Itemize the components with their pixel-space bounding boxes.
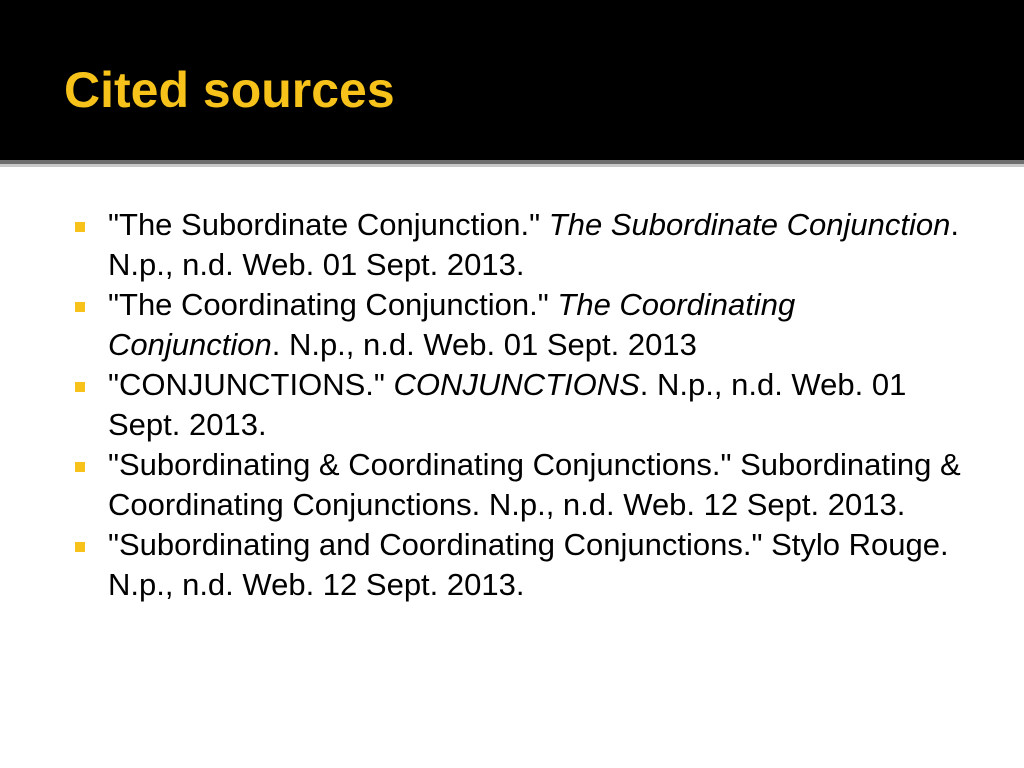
reference-title: CONJUNCTIONS bbox=[393, 367, 640, 402]
reference-text: "The Coordinating Conjunction." bbox=[108, 287, 558, 322]
square-bullet-icon bbox=[75, 542, 85, 552]
square-bullet-icon bbox=[75, 382, 85, 392]
reference-details: . N.p., n.d. Web. 01 Sept. 2013. bbox=[108, 367, 907, 442]
reference-item bbox=[64, 445, 964, 525]
divider-line-light bbox=[0, 164, 1024, 167]
reference-item bbox=[64, 205, 964, 285]
square-bullet-icon bbox=[75, 302, 85, 312]
reference-details: . N.p., n.d. Web. 01 Sept. 2013 bbox=[271, 327, 697, 362]
reference-text: "CONJUNCTIONS." bbox=[108, 367, 394, 402]
reference-details: . N.p., n.d. Web. 01 Sept. 2013. bbox=[108, 207, 959, 282]
square-bullet-icon bbox=[75, 222, 85, 232]
reference-text: "The Subordinate Conjunction." bbox=[108, 207, 549, 242]
reference-item bbox=[64, 285, 964, 365]
square-bullet-icon bbox=[75, 462, 85, 472]
reference-item bbox=[64, 525, 964, 605]
title-bar bbox=[0, 0, 1024, 160]
reference-item bbox=[64, 365, 964, 445]
reference-text: "Subordinating & Coordinating Conjunctions." Subordinating & Coordinating Conjunctions. N.p., n.d. Web. 12 Sept. 2013. bbox=[108, 447, 961, 522]
reference-title: The Subordinate Conjunction bbox=[548, 207, 951, 242]
reference-list bbox=[64, 205, 964, 605]
reference-text: "Subordinating and Coordinating Conjunctions." Stylo Rouge. N.p., n.d. Web. 12 Sept. 2013. bbox=[108, 527, 949, 602]
slide-title: Cited sources bbox=[64, 62, 395, 118]
reference-title: The Coordinating Conjunction bbox=[108, 287, 796, 362]
